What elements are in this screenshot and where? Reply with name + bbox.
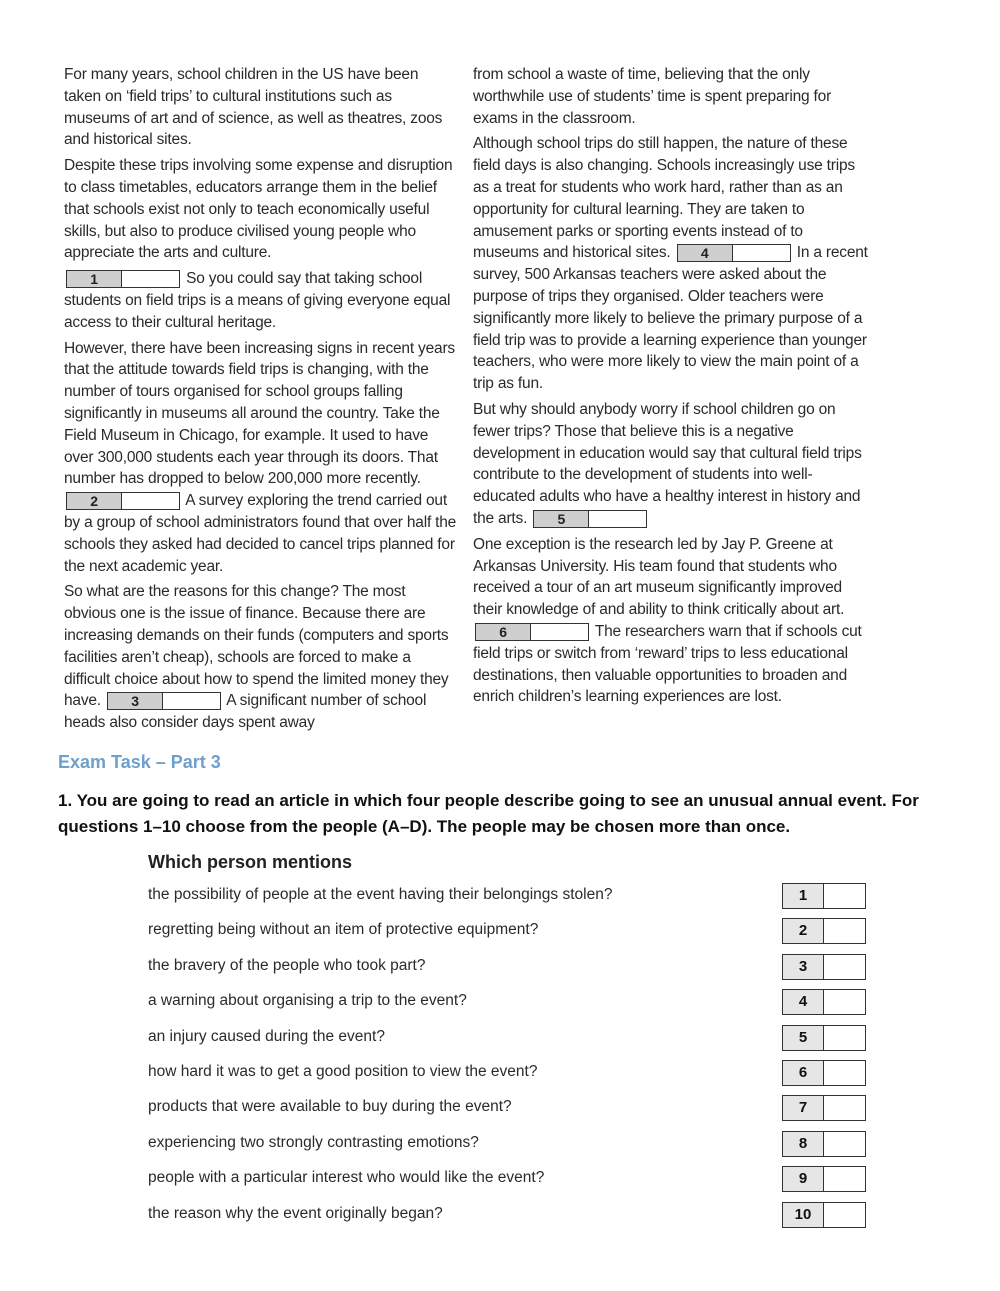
question-row bbox=[148, 956, 870, 984]
article-text: In a recent survey, 500 Arkansas teachers were asked about the purpose of trips they organised. Older teachers were significantly more likely to believe the primary purpose of a field trip was to provide a learning experience than younger teachers, who were more likely to view the main point of a trip as fun. bbox=[473, 244, 868, 393]
gap-number: 2 bbox=[67, 493, 122, 509]
question-row bbox=[148, 885, 870, 913]
question-text: regretting being without an item of protective equipment? bbox=[148, 921, 539, 938]
article-text: A survey exploring the trend carried out by a group of school administrators found that over half the schools they asked had decided to cancel trips planned for the next academic year. bbox=[64, 492, 457, 575]
gap-4-box[interactable] bbox=[677, 244, 791, 262]
answer-input[interactable] bbox=[825, 1096, 865, 1120]
answer-input[interactable] bbox=[825, 1132, 865, 1156]
question-text: the reason why the event originally began? bbox=[148, 1205, 443, 1222]
article-text: So you could say that taking school students on field trips is a means of giving everyone equal access to their cultural heritage. bbox=[64, 270, 451, 331]
article-text: A significant number of school heads also consider days spent away bbox=[64, 692, 427, 732]
article-text: The researchers warn that if schools cut field trips or switch from ‘reward’ trips to less educational destinations, then valuable opportunities to broaden and enrich children’s learning experiences are lost. bbox=[473, 622, 862, 706]
answer-input[interactable] bbox=[825, 919, 865, 943]
task-instructions: 1. You are going to read an article in which four people describe going to see an unusual annual event. For questions 1–10 choose from the people (A–D). The people may be chosen more than once. bbox=[58, 791, 919, 836]
question-number: 5 bbox=[783, 1026, 824, 1050]
answer-box[interactable] bbox=[782, 1166, 866, 1192]
gap-2-box[interactable] bbox=[66, 492, 180, 510]
article-text: But why should anybody worry if school children go on fewer trips? Those that believe this is a negative development in education would say that cultural field trips contribute to the development of students into well-educated adults who have a healthy interest in history and the arts. bbox=[473, 400, 862, 527]
answer-input[interactable] bbox=[825, 955, 865, 979]
question-number: 2 bbox=[783, 919, 824, 943]
answer-input[interactable] bbox=[825, 1026, 865, 1050]
question-text: the possibility of people at the event having their belongings stolen? bbox=[148, 886, 613, 903]
gap-5-box[interactable] bbox=[533, 510, 647, 528]
article-paragraph bbox=[473, 133, 868, 395]
question-number: 10 bbox=[783, 1203, 824, 1227]
article-text: One exception is the research led by Jay P. Greene at Arkansas University. His team found that students who received a tour of an art museum significantly improved their knowledge of and ability to think critically about art. bbox=[473, 535, 845, 619]
question-number: 8 bbox=[783, 1132, 824, 1156]
gap-number: 5 bbox=[534, 511, 589, 527]
answer-box[interactable] bbox=[782, 989, 866, 1015]
gap-number: 3 bbox=[108, 693, 163, 709]
article-paragraph bbox=[473, 534, 868, 708]
answer-box[interactable] bbox=[782, 918, 866, 944]
question-row bbox=[148, 1133, 870, 1161]
question-list-heading: Which person mentions bbox=[148, 852, 353, 872]
question-number: 6 bbox=[783, 1061, 824, 1085]
question-row bbox=[148, 1027, 870, 1055]
answer-box[interactable] bbox=[782, 1060, 866, 1086]
gap-1-box[interactable] bbox=[66, 270, 180, 288]
article-text: However, there have been increasing signs in recent years that the attitude towards field trips is changing, with the number of tours organised for school groups falling significantly in museums all around the country. Take the Field Museum in Chicago, for example. It used to have over 300,000 students each year through its doors. That number has dropped to below 200,000 more recently. bbox=[64, 339, 455, 488]
question-text: people with a particular interest who would like the event? bbox=[148, 1169, 545, 1186]
answer-box[interactable] bbox=[782, 1131, 866, 1157]
article-left-column bbox=[64, 64, 459, 738]
article-paragraph: from school a waste of time, believing that the only worthwhile use of students’ time is spent preparing for exams in the classroom. bbox=[473, 66, 832, 127]
article-right-column bbox=[473, 64, 868, 712]
gap-number: 6 bbox=[476, 624, 531, 640]
article-paragraph bbox=[64, 338, 459, 578]
answer-input[interactable] bbox=[825, 1061, 865, 1085]
question-text: how hard it was to get a good position to view the event? bbox=[148, 1063, 538, 1080]
answer-input[interactable] bbox=[825, 884, 865, 908]
article-paragraph: For many years, school children in the US have been taken on ‘field trips’ to cultural institutions such as museums of art and of science, as well as theatres, zoos and historical sites. bbox=[64, 66, 443, 149]
question-text: a warning about organising a trip to the event? bbox=[148, 992, 467, 1009]
gap-number: 4 bbox=[678, 245, 733, 261]
question-text: products that were available to buy during the event? bbox=[148, 1098, 512, 1115]
question-row bbox=[148, 1097, 870, 1125]
gap-3-box[interactable] bbox=[107, 692, 221, 710]
article-paragraph bbox=[64, 581, 459, 734]
answer-box[interactable] bbox=[782, 1202, 866, 1228]
answer-input[interactable] bbox=[825, 1203, 865, 1227]
question-text: an injury caused during the event? bbox=[148, 1028, 385, 1045]
question-row bbox=[148, 1204, 870, 1232]
article-text: Although school trips do still happen, the nature of these field days is also changing. Schools increasingly use trips as a treat for students who work hard, rather than as an opportunity for cultural learning. They are taken to amusement parks or sporting events instead of to museums and historical sites. bbox=[473, 135, 855, 262]
answer-box[interactable] bbox=[782, 1095, 866, 1121]
question-text: experiencing two strongly contrasting emotions? bbox=[148, 1134, 479, 1151]
answer-box[interactable] bbox=[782, 1025, 866, 1051]
gap-number: 1 bbox=[67, 271, 122, 287]
answer-input[interactable] bbox=[825, 1167, 865, 1191]
article-paragraph bbox=[64, 268, 459, 333]
question-number: 7 bbox=[783, 1096, 824, 1120]
article-paragraph: Despite these trips involving some expense and disruption to class timetables, educators arrange them in the belief that schools exist not only to teach economically useful skills, but also to produce civilised young people who appreciate the arts and culture. bbox=[64, 157, 453, 262]
article-paragraph bbox=[473, 399, 868, 530]
question-text: the bravery of the people who took part? bbox=[148, 957, 426, 974]
question-row bbox=[148, 1062, 870, 1090]
question-row bbox=[148, 920, 870, 948]
question-number: 1 bbox=[783, 884, 824, 908]
exam-task-heading: Exam Task – Part 3 bbox=[58, 752, 221, 772]
gap-6-box[interactable] bbox=[475, 623, 589, 641]
question-number: 3 bbox=[783, 955, 824, 979]
question-number: 4 bbox=[783, 990, 824, 1014]
answer-box[interactable] bbox=[782, 954, 866, 980]
answer-box[interactable] bbox=[782, 883, 866, 909]
article-text: So what are the reasons for this change? The most obvious one is the issue of finance. Because there are increasing demands on their funds (computers and sports facilities aren’t cheap), schools are forced to make a difficult choice about how to spend the limited money they have. bbox=[64, 583, 449, 710]
question-number: 9 bbox=[783, 1167, 824, 1191]
answer-input[interactable] bbox=[825, 990, 865, 1014]
question-row bbox=[148, 1168, 870, 1196]
question-row bbox=[148, 991, 870, 1019]
